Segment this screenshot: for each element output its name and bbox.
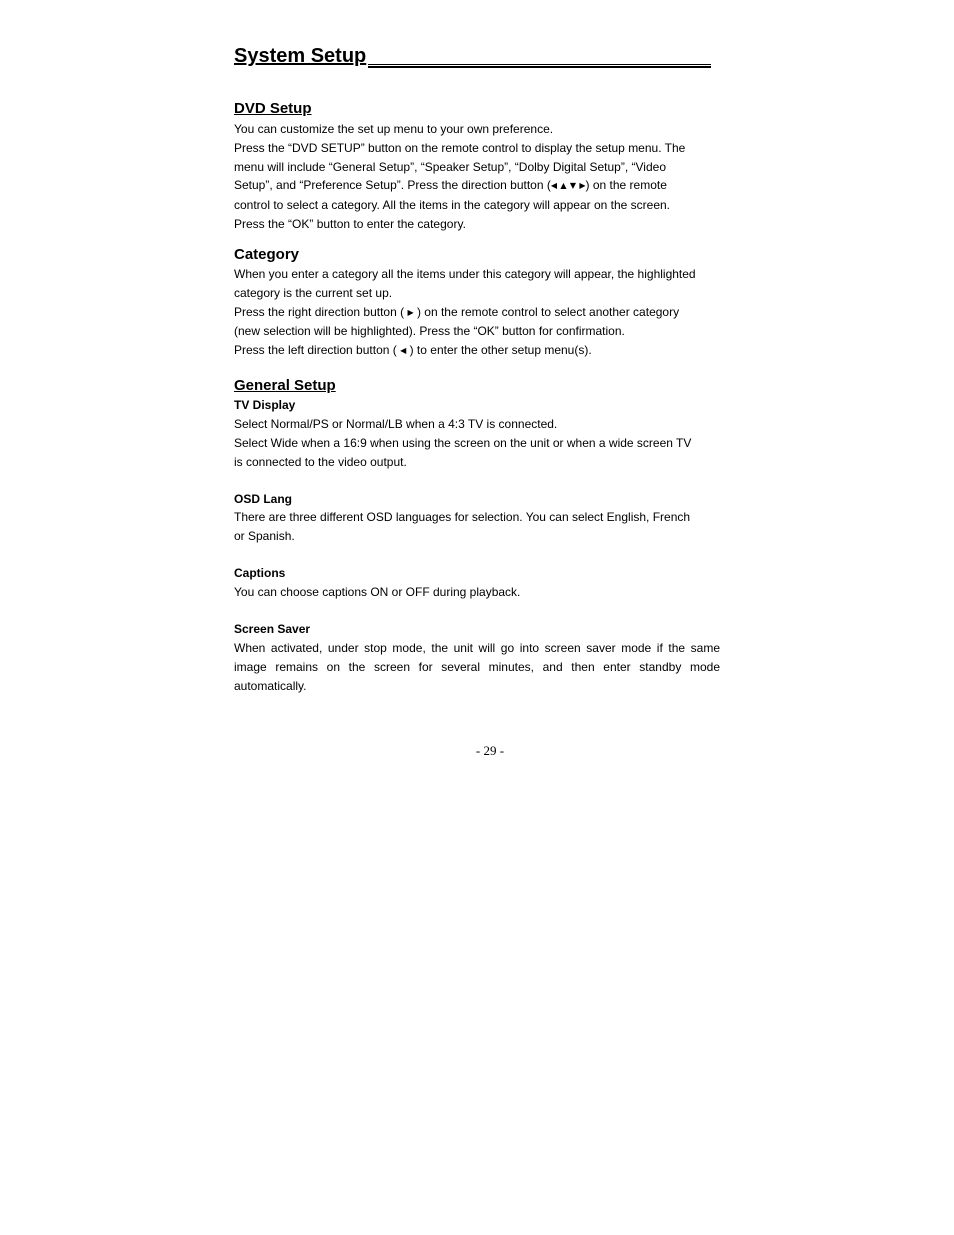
category-line-part: Press the left direction button ( xyxy=(234,343,397,358)
dvd-setup-line-part: Setup”, and “Preference Setup”. Press the direction button ( xyxy=(234,178,551,193)
category-line-part: ) on the remote control to select another category xyxy=(416,304,680,319)
down-arrow-icon: ▼ xyxy=(569,181,576,191)
category-line: category is the current set up. xyxy=(234,285,393,300)
right-arrow-icon: ▶ xyxy=(407,307,414,317)
page-number: - 29 - xyxy=(475,743,505,758)
left-arrow-icon: ◀ xyxy=(550,181,557,191)
category-line-part: Press the right direction button ( xyxy=(234,304,405,319)
screen-saver-text xyxy=(234,639,720,695)
category-line: When you enter a category all the items under this category will appear, the highlighted xyxy=(234,267,696,281)
tv-display-text xyxy=(234,415,720,471)
osd-lang-line: There are three different OSD languages for selection. You can select English, French xyxy=(234,510,691,524)
screen-saver-line: automatically. xyxy=(234,678,307,693)
osd-lang-line: or Spanish. xyxy=(234,528,295,543)
dvd-setup-text xyxy=(234,120,720,234)
dvd-setup-line: control to select a category. All the items in the category will appear on the screen. xyxy=(234,198,671,213)
dvd-setup-line: menu will include “General Setup”, “Speaker Setup”, “Dolby Digital Setup”, “Video xyxy=(234,159,666,174)
right-arrow-icon: ▶ xyxy=(579,181,586,191)
screen-saver-line: image remains on the screen for several minutes, and then enter standby mode xyxy=(234,659,720,674)
osd-lang-text xyxy=(234,508,720,546)
osd-lang-heading: OSD Lang xyxy=(234,492,293,506)
dvd-setup-line: Press the “DVD SETUP” button on the remote control to display the setup menu. The xyxy=(234,140,686,155)
tv-display-line: is connected to the video output. xyxy=(234,454,407,469)
dvd-setup-line: You can customize the set up menu to your own preference. xyxy=(234,122,554,136)
tv-display-line: Select Normal/PS or Normal/LB when a 4:3 TV is connected. xyxy=(234,417,558,431)
screen-saver-heading: Screen Saver xyxy=(234,622,311,636)
category-line: (new selection will be highlighted). Press the “OK” button for confirmation. xyxy=(234,324,625,339)
dvd-setup-line-part: ) on the remote xyxy=(585,178,667,193)
screen-saver-line: When activated, under stop mode, the unit will go into screen saver mode if the same xyxy=(234,641,720,655)
dvd-setup-heading: DVD Setup xyxy=(234,100,312,117)
left-arrow-icon: ◀ xyxy=(400,346,407,356)
dvd-setup-line: Press the “OK” button to enter the category. xyxy=(234,216,466,231)
category-line xyxy=(234,303,720,323)
captions-heading: Captions xyxy=(234,566,286,580)
category-line xyxy=(234,341,720,361)
up-arrow-icon: ▲ xyxy=(560,181,567,191)
page-title-block xyxy=(234,44,711,68)
captions-line: You can choose captions ON or OFF during playback. xyxy=(234,585,521,599)
category-heading: Category xyxy=(234,246,300,263)
page-title: System Setup xyxy=(234,45,367,67)
captions-text xyxy=(234,583,720,602)
dvd-setup-line xyxy=(234,176,720,196)
category-line-part: ) to enter the other setup menu(s). xyxy=(409,343,592,358)
tv-display-heading: TV Display xyxy=(234,398,296,412)
category-text xyxy=(234,265,720,361)
tv-display-line: Select Wide when a 16:9 when using the screen on the unit or when a wide screen TV xyxy=(234,435,692,450)
general-setup-heading: General Setup xyxy=(234,377,336,394)
